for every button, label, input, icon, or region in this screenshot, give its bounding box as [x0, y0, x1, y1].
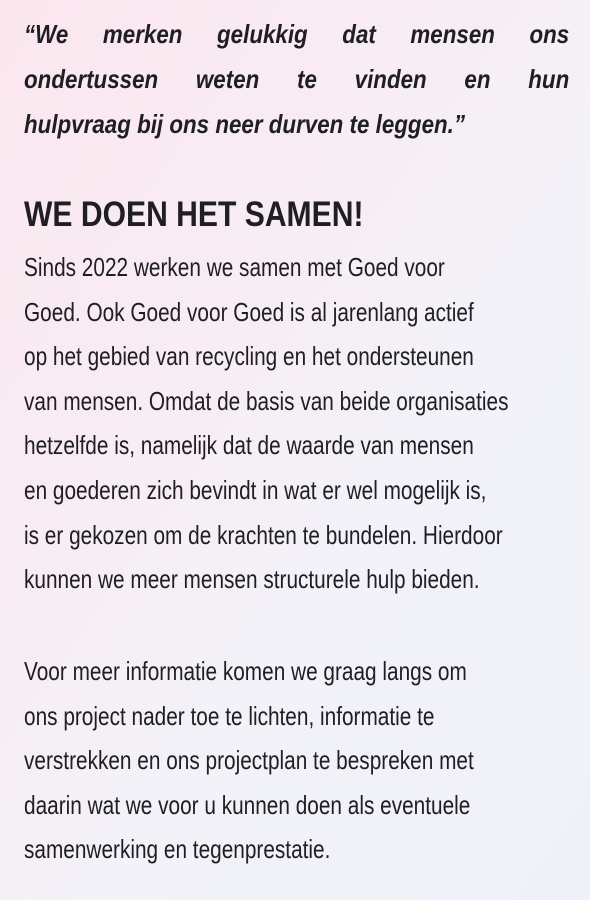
paragraph-1: [24, 245, 508, 602]
paragraph-line: ons project nader toe te lichten, informatie te: [24, 700, 435, 731]
paragraph-line: Voor meer informatie komen we graag langs om: [24, 656, 467, 686]
paragraph-line: Goed. Ook Goed voor Goed is al jarenlang actief: [24, 296, 474, 327]
paragraph-line: Sinds 2022 werken we samen met Goed voor: [24, 252, 445, 282]
paragraph-line: daarin wat we voor u kunnen doen als eventuele: [24, 789, 471, 820]
paragraph-line: samenwerking en tegenprestatie.: [24, 834, 331, 865]
paragraph-line: op het gebied van recycling en het ondersteunen: [24, 341, 474, 372]
quote-line: ondertussen weten te vinden en hun: [24, 64, 570, 94]
paragraph-line: kunnen we meer mensen structurele hulp bieden.: [24, 564, 480, 595]
quote-line: hulpvraag bij ons neer durven te leggen.”: [24, 109, 466, 139]
testimonial-quote: [24, 12, 569, 147]
paragraph-line: is er gekozen om de krachten te bundelen. Hierdoor: [24, 519, 503, 550]
paragraph-2: [24, 649, 474, 872]
paragraph-line: verstrekken en ons projectplan te bespreken met: [24, 745, 474, 776]
paragraph-line: van mensen. Omdat de basis van beide organisaties: [24, 385, 509, 416]
quote-line: “We merken gelukkig dat mensen ons: [24, 19, 570, 49]
paragraph-line: en goederen zich bevindt in wat er wel mogelijk is,: [24, 474, 487, 505]
paragraph-line: hetzelfde is, namelijk dat de waarde van mensen: [24, 430, 474, 461]
section-heading: WE DOEN HET SAMEN!: [24, 195, 364, 234]
